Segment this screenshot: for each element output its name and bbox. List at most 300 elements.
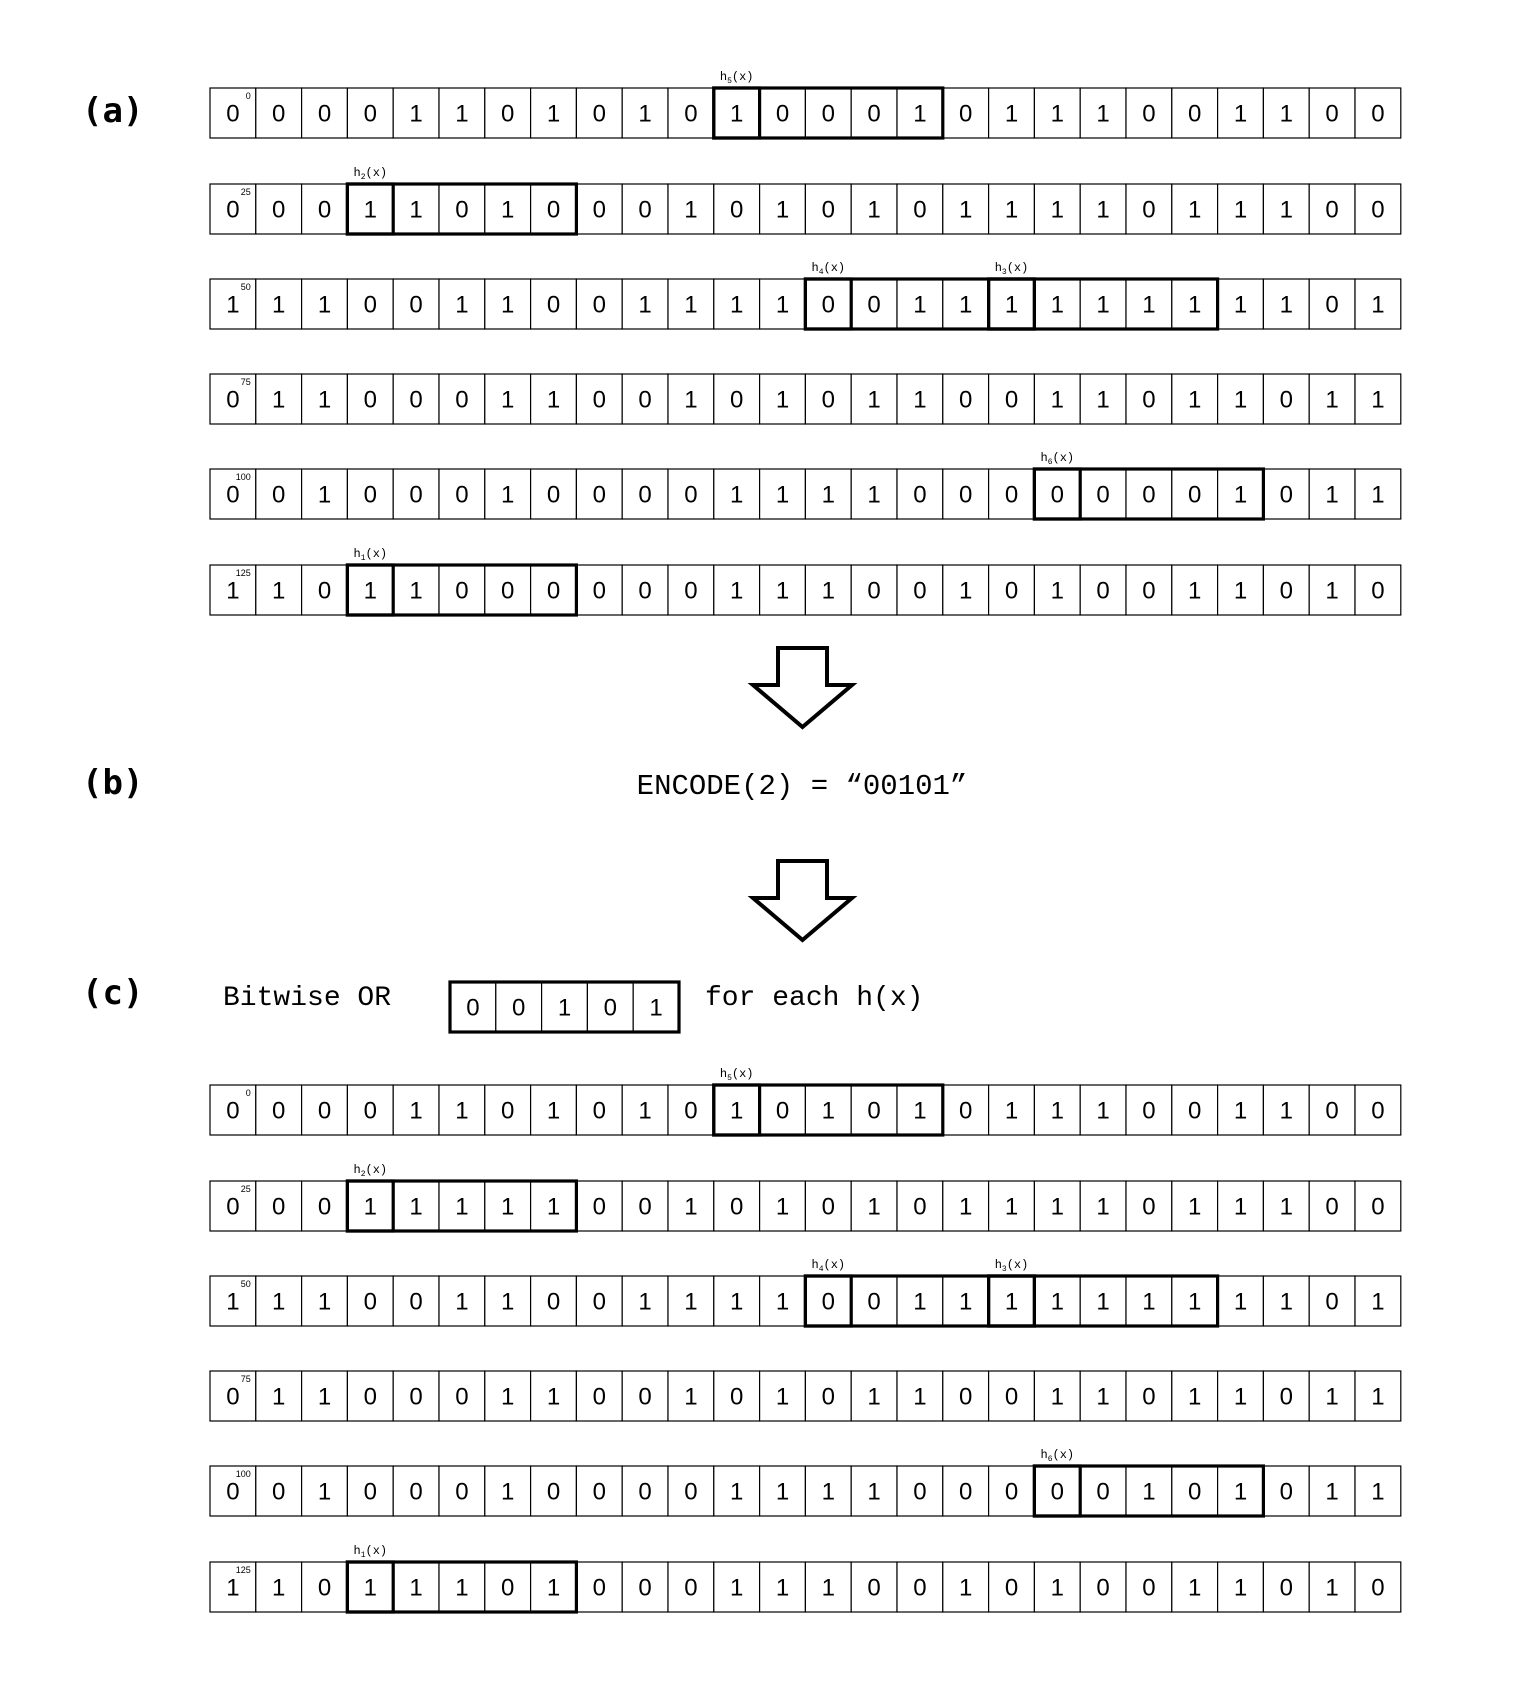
bit-value: 1 — [1233, 1478, 1248, 1506]
bit-value: 1 — [363, 1574, 377, 1602]
bit-value: 0 — [272, 196, 286, 224]
bit-value: 1 — [1096, 1097, 1110, 1125]
hash-function-label: $h_5(x)$ — [719, 1067, 754, 1083]
bit-value: 0 — [317, 196, 332, 224]
bit-value: 0 — [455, 386, 469, 414]
bit-value: 1 — [272, 577, 286, 605]
bit-value: 0 — [226, 100, 240, 128]
bit-value: 0 — [363, 1383, 377, 1411]
bit-value: 1 — [1050, 100, 1064, 128]
bit-value: 1 — [1050, 1574, 1064, 1602]
bit-value: 1 — [409, 100, 423, 128]
bit-value: 1 — [913, 291, 927, 319]
bit-value: 0 — [1325, 1288, 1339, 1316]
bit-value: 0 — [592, 577, 606, 605]
hash-function-label: $h_4(x)$ — [811, 261, 846, 277]
bit-value: 0 — [1096, 577, 1110, 605]
bit-value: 0 — [1096, 1478, 1110, 1506]
bit-value: 0 — [1142, 1097, 1156, 1125]
bit-value: 1 — [363, 196, 377, 224]
hash-function-label: $h_6(x)$ — [1040, 1448, 1075, 1464]
bit-value: 0 — [363, 100, 377, 128]
bit-value: 1 — [775, 1383, 790, 1411]
bit-value: 1 — [1233, 196, 1248, 224]
bit-value: 0 — [455, 1383, 469, 1411]
bit-value: 1 — [455, 291, 469, 319]
bit-value: 1 — [409, 1193, 423, 1221]
bit-value: 1 — [775, 577, 790, 605]
bit-value: 0 — [1142, 481, 1156, 509]
bit-value: 1 — [546, 1097, 561, 1125]
bit-value: 1 — [1188, 1383, 1202, 1411]
bit-value: 1 — [867, 386, 881, 414]
row-start-index: 100 — [235, 472, 251, 482]
bit-value: 0 — [959, 1097, 973, 1125]
bit-value: 1 — [546, 1574, 561, 1602]
bit-value: 0 — [638, 1574, 652, 1602]
bit-value: 1 — [1325, 1478, 1339, 1506]
bit-value: 0 — [638, 1193, 652, 1221]
bit-value: 1 — [226, 291, 240, 319]
bit-value: 1 — [913, 100, 927, 128]
bit-value: 1 — [684, 386, 698, 414]
bit-value: 1 — [1004, 196, 1019, 224]
bit-value: 1 — [272, 386, 286, 414]
bit-value: 0 — [821, 1193, 835, 1221]
bit-value: 1 — [1050, 1288, 1064, 1316]
bit-value: 0 — [867, 1574, 881, 1602]
bit-value: 1 — [272, 1288, 286, 1316]
bit-row — [210, 565, 1401, 615]
bit-value: 1 — [501, 1193, 515, 1221]
bit-value: 0 — [1188, 100, 1202, 128]
bit-value: 1 — [1050, 577, 1064, 605]
bit-array-before — [210, 70, 1401, 615]
bit-value: 1 — [1233, 1097, 1248, 1125]
bit-value: 0 — [959, 1383, 973, 1411]
bit-value: 1 — [546, 100, 561, 128]
bit-value: 1 — [1096, 291, 1110, 319]
bit-value: 0 — [821, 291, 835, 319]
bit-value: 0 — [1142, 1574, 1156, 1602]
bit-value: 0 — [684, 577, 698, 605]
bit-value: 1 — [1233, 1383, 1248, 1411]
bit-value: 1 — [455, 1193, 469, 1221]
bit-value: 0 — [730, 196, 744, 224]
bit-value: 1 — [913, 386, 927, 414]
bit-value: 0 — [1279, 386, 1293, 414]
bit-value: 1 — [867, 1383, 881, 1411]
code-bit-value: 1 — [557, 994, 572, 1022]
bit-value: 0 — [455, 577, 469, 605]
bit-row — [210, 469, 1401, 519]
bit-value: 1 — [1142, 1288, 1156, 1316]
bit-value: 0 — [226, 1193, 240, 1221]
bit-value: 1 — [317, 1478, 332, 1506]
bit-value: 0 — [1050, 481, 1064, 509]
bit-value: 0 — [1371, 1193, 1385, 1221]
bit-value: 0 — [409, 386, 423, 414]
hash-function-label: $h_3(x)$ — [994, 261, 1029, 277]
bit-value: 0 — [272, 1478, 286, 1506]
bit-value: 1 — [501, 386, 515, 414]
bit-value: 0 — [363, 291, 377, 319]
bit-value: 1 — [867, 1478, 881, 1506]
bit-value: 0 — [1371, 1097, 1385, 1125]
bit-value: 1 — [1096, 100, 1110, 128]
bit-value: 1 — [1233, 386, 1248, 414]
bit-value: 1 — [775, 1288, 790, 1316]
bit-value: 0 — [1004, 1478, 1019, 1506]
bit-value: 1 — [1371, 1288, 1385, 1316]
bit-value: 1 — [730, 100, 744, 128]
bit-value: 1 — [775, 386, 790, 414]
bit-value: 0 — [1325, 1193, 1339, 1221]
bit-value: 1 — [821, 1574, 835, 1602]
row-start-index: 0 — [245, 1088, 251, 1098]
bit-value: 0 — [638, 386, 652, 414]
row-start-index: 100 — [235, 1469, 251, 1479]
bit-value: 1 — [775, 1574, 790, 1602]
bit-value: 1 — [1188, 1288, 1202, 1316]
bit-value: 1 — [455, 1097, 469, 1125]
bit-value: 1 — [1188, 1193, 1202, 1221]
bit-value: 1 — [1279, 291, 1293, 319]
down-arrow-icon — [753, 648, 852, 727]
bit-value: 1 — [1188, 291, 1202, 319]
bit-row — [210, 374, 1401, 424]
encode-expression: ENCODE(2) = “00101” — [636, 770, 968, 803]
bit-value: 1 — [1188, 577, 1202, 605]
bit-value: 1 — [913, 1288, 927, 1316]
bit-value: 1 — [775, 1193, 790, 1221]
bit-value: 0 — [317, 1574, 332, 1602]
bit-value: 0 — [317, 1097, 332, 1125]
bit-value: 1 — [1325, 1383, 1339, 1411]
bitwise-or-label: Bitwise OR — [223, 983, 392, 1014]
bit-value: 0 — [1004, 1383, 1019, 1411]
bit-value: 0 — [317, 100, 332, 128]
bit-row — [210, 1466, 1401, 1516]
bit-value: 1 — [1188, 1574, 1202, 1602]
bit-value: 1 — [1050, 386, 1064, 414]
bit-value: 1 — [1279, 100, 1293, 128]
bit-value: 0 — [455, 196, 469, 224]
bit-value: 0 — [1279, 1574, 1293, 1602]
bit-value: 0 — [317, 1193, 332, 1221]
bit-value: 0 — [1142, 577, 1156, 605]
bit-value: 0 — [913, 1574, 927, 1602]
bit-value: 1 — [730, 1478, 744, 1506]
bit-value: 1 — [1233, 577, 1248, 605]
bit-value: 1 — [501, 196, 515, 224]
bit-value: 0 — [1279, 481, 1293, 509]
bit-value: 1 — [1371, 291, 1385, 319]
row-start-index: 25 — [240, 1184, 251, 1194]
bit-value: 1 — [363, 1193, 377, 1221]
bit-value: 0 — [913, 196, 927, 224]
bit-value: 1 — [1142, 291, 1156, 319]
bit-value: 0 — [684, 1574, 698, 1602]
bit-value: 1 — [684, 196, 698, 224]
bit-value: 0 — [821, 100, 835, 128]
bit-value: 0 — [363, 1097, 377, 1125]
bit-value: 1 — [1188, 196, 1202, 224]
bit-value: 0 — [363, 386, 377, 414]
bit-value: 1 — [546, 1383, 561, 1411]
hash-function-label: $h_2(x)$ — [353, 166, 388, 182]
panel-b-label: (b) — [82, 763, 144, 803]
bit-value: 1 — [821, 481, 835, 509]
bit-value: 1 — [1233, 291, 1248, 319]
bit-value: 0 — [1004, 577, 1019, 605]
bit-value: 0 — [546, 577, 561, 605]
bit-value: 1 — [1004, 291, 1019, 319]
bit-value: 1 — [455, 1288, 469, 1316]
hash-function-label: $h_4(x)$ — [811, 1258, 846, 1274]
bit-value: 1 — [1371, 1478, 1385, 1506]
bit-value: 0 — [638, 1383, 652, 1411]
bit-value: 0 — [546, 481, 561, 509]
bit-value: 0 — [913, 577, 927, 605]
bit-value: 0 — [1325, 196, 1339, 224]
bit-value: 1 — [867, 196, 881, 224]
bit-value: 0 — [546, 196, 561, 224]
bit-value: 1 — [501, 481, 515, 509]
panel-c-label: (c) — [82, 973, 144, 1013]
bit-value: 0 — [1188, 481, 1202, 509]
bit-value: 0 — [684, 100, 698, 128]
bit-value: 0 — [638, 481, 652, 509]
hash-function-label: $h_1(x)$ — [353, 1544, 388, 1560]
bit-value: 1 — [638, 291, 652, 319]
bit-value: 0 — [592, 291, 606, 319]
bit-value: 0 — [592, 1097, 606, 1125]
code-bit-value: 0 — [466, 994, 480, 1022]
bit-value: 0 — [363, 1478, 377, 1506]
bit-value: 1 — [821, 577, 835, 605]
bit-value: 0 — [226, 386, 240, 414]
bit-value: 1 — [1096, 196, 1110, 224]
bit-value: 0 — [226, 196, 240, 224]
bit-value: 1 — [684, 1383, 698, 1411]
bit-value: 0 — [1325, 291, 1339, 319]
bit-value: 1 — [409, 1097, 423, 1125]
bit-value: 0 — [409, 1478, 423, 1506]
bit-value: 1 — [959, 196, 973, 224]
bit-value: 1 — [959, 291, 973, 319]
bit-value: 0 — [592, 386, 606, 414]
bit-value: 0 — [959, 1478, 973, 1506]
bit-value: 0 — [226, 1478, 240, 1506]
panel-a-label: (a) — [82, 91, 144, 131]
bit-value: 1 — [1142, 1478, 1156, 1506]
bit-value: 0 — [730, 1383, 744, 1411]
bit-value: 1 — [226, 1288, 240, 1316]
bit-value: 0 — [546, 291, 561, 319]
bit-value: 1 — [959, 1288, 973, 1316]
bit-value: 0 — [638, 1478, 652, 1506]
bit-value: 0 — [1188, 1097, 1202, 1125]
hash-function-label: $h_3(x)$ — [994, 1258, 1029, 1274]
bit-value: 1 — [1096, 1383, 1110, 1411]
bit-value: 1 — [867, 481, 881, 509]
bit-value: 1 — [775, 196, 790, 224]
code-bit-value: 1 — [649, 994, 663, 1022]
bit-value: 0 — [1279, 1383, 1293, 1411]
row-start-index: 125 — [235, 1565, 251, 1575]
code-bit-value: 0 — [603, 994, 617, 1022]
bit-value: 1 — [546, 386, 561, 414]
encoded-bits-box — [450, 982, 679, 1032]
bit-value: 1 — [363, 577, 377, 605]
bit-value: 1 — [226, 577, 240, 605]
bit-value: 1 — [730, 481, 744, 509]
bit-value: 0 — [501, 100, 515, 128]
bit-value: 1 — [272, 1574, 286, 1602]
bit-value: 1 — [455, 100, 469, 128]
bit-row — [210, 1085, 1401, 1135]
bit-value: 0 — [1371, 100, 1385, 128]
bit-value: 1 — [1325, 386, 1339, 414]
bit-value: 0 — [821, 1288, 835, 1316]
bit-value: 0 — [409, 1383, 423, 1411]
bit-value: 0 — [1325, 1097, 1339, 1125]
bit-value: 0 — [1371, 1574, 1385, 1602]
bit-value: 1 — [1325, 481, 1339, 509]
bit-value: 0 — [1050, 1478, 1064, 1506]
hash-function-label: $h_1(x)$ — [353, 547, 388, 563]
bit-value: 1 — [775, 291, 790, 319]
bit-value: 0 — [1142, 1383, 1156, 1411]
bit-value: 0 — [775, 100, 790, 128]
bit-value: 0 — [821, 1383, 835, 1411]
bit-value: 1 — [317, 1383, 332, 1411]
bit-value: 1 — [409, 577, 423, 605]
bit-value: 1 — [1096, 386, 1110, 414]
row-start-index: 0 — [245, 91, 251, 101]
bit-value: 0 — [867, 577, 881, 605]
bit-value: 1 — [1096, 1193, 1110, 1221]
bit-value: 0 — [592, 100, 606, 128]
bit-value: 1 — [1371, 481, 1385, 509]
bit-value: 1 — [1050, 196, 1064, 224]
bit-value: 0 — [959, 481, 973, 509]
bit-value: 1 — [821, 1097, 835, 1125]
bit-value: 1 — [775, 1478, 790, 1506]
bit-value: 0 — [684, 1478, 698, 1506]
code-bit-value: 0 — [512, 994, 526, 1022]
bit-value: 0 — [226, 1097, 240, 1125]
bit-value: 0 — [867, 291, 881, 319]
bit-value: 0 — [959, 100, 973, 128]
bit-value: 0 — [1279, 1478, 1293, 1506]
bit-value: 1 — [501, 291, 515, 319]
bit-value: 1 — [317, 291, 332, 319]
bit-value: 1 — [867, 1193, 881, 1221]
bit-value: 1 — [1050, 1383, 1064, 1411]
down-arrow-icon — [753, 861, 852, 940]
bit-value: 0 — [1371, 196, 1385, 224]
bit-value: 1 — [959, 1574, 973, 1602]
bit-value: 1 — [1233, 100, 1248, 128]
bit-value: 0 — [592, 1574, 606, 1602]
bit-value: 1 — [1233, 1288, 1248, 1316]
bit-value: 1 — [317, 386, 332, 414]
bit-value: 0 — [775, 1097, 790, 1125]
bit-value: 0 — [546, 1288, 561, 1316]
bit-value: 0 — [592, 1288, 606, 1316]
bit-value: 1 — [1279, 1193, 1293, 1221]
bit-value: 1 — [684, 1288, 698, 1316]
bit-row — [210, 88, 1401, 138]
bit-value: 1 — [730, 1097, 744, 1125]
bit-value: 0 — [913, 1193, 927, 1221]
bit-value: 1 — [1371, 1383, 1385, 1411]
bit-value: 1 — [1233, 1193, 1248, 1221]
bit-value: 0 — [1096, 481, 1110, 509]
bit-value: 0 — [272, 1097, 286, 1125]
bit-value: 1 — [1050, 291, 1064, 319]
bit-value: 0 — [638, 196, 652, 224]
bit-array-after — [210, 1067, 1401, 1612]
bit-value: 0 — [317, 577, 332, 605]
bit-value: 0 — [867, 100, 881, 128]
bit-value: 0 — [1004, 481, 1019, 509]
bit-value: 1 — [775, 481, 790, 509]
bit-value: 1 — [638, 1288, 652, 1316]
bit-value: 0 — [546, 1478, 561, 1506]
bit-value: 1 — [501, 1383, 515, 1411]
bit-row — [210, 184, 1401, 234]
bit-row — [210, 1562, 1401, 1612]
bit-value: 0 — [1142, 386, 1156, 414]
bit-value: 0 — [592, 1193, 606, 1221]
row-start-index: 50 — [240, 1279, 251, 1289]
bit-value: 0 — [867, 1288, 881, 1316]
hash-function-label: $h_2(x)$ — [353, 1163, 388, 1179]
row-start-index: 25 — [240, 187, 251, 197]
bit-value: 1 — [1050, 1097, 1064, 1125]
bit-value: 0 — [409, 291, 423, 319]
bit-value: 1 — [1233, 481, 1248, 509]
bit-value: 0 — [363, 481, 377, 509]
bit-value: 0 — [867, 1097, 881, 1125]
bit-value: 0 — [409, 1288, 423, 1316]
bit-value: 1 — [913, 1097, 927, 1125]
row-start-index: 75 — [240, 377, 251, 387]
bit-value: 0 — [1371, 577, 1385, 605]
bit-value: 0 — [272, 1193, 286, 1221]
bit-value: 0 — [592, 196, 606, 224]
bit-value: 0 — [501, 577, 515, 605]
bit-value: 0 — [821, 196, 835, 224]
bit-value: 1 — [317, 481, 332, 509]
bit-value: 1 — [1050, 1193, 1064, 1221]
bit-value: 1 — [409, 1574, 423, 1602]
bit-value: 1 — [546, 1193, 561, 1221]
bit-value: 0 — [1142, 1193, 1156, 1221]
bit-value: 1 — [959, 1193, 973, 1221]
bit-value: 0 — [592, 481, 606, 509]
hash-function-label: $h_6(x)$ — [1040, 451, 1075, 467]
bit-value: 0 — [684, 481, 698, 509]
bit-value: 1 — [913, 1383, 927, 1411]
bit-value: 0 — [1279, 577, 1293, 605]
bit-value: 1 — [272, 291, 286, 319]
bit-value: 0 — [821, 386, 835, 414]
bit-value: 0 — [501, 1097, 515, 1125]
